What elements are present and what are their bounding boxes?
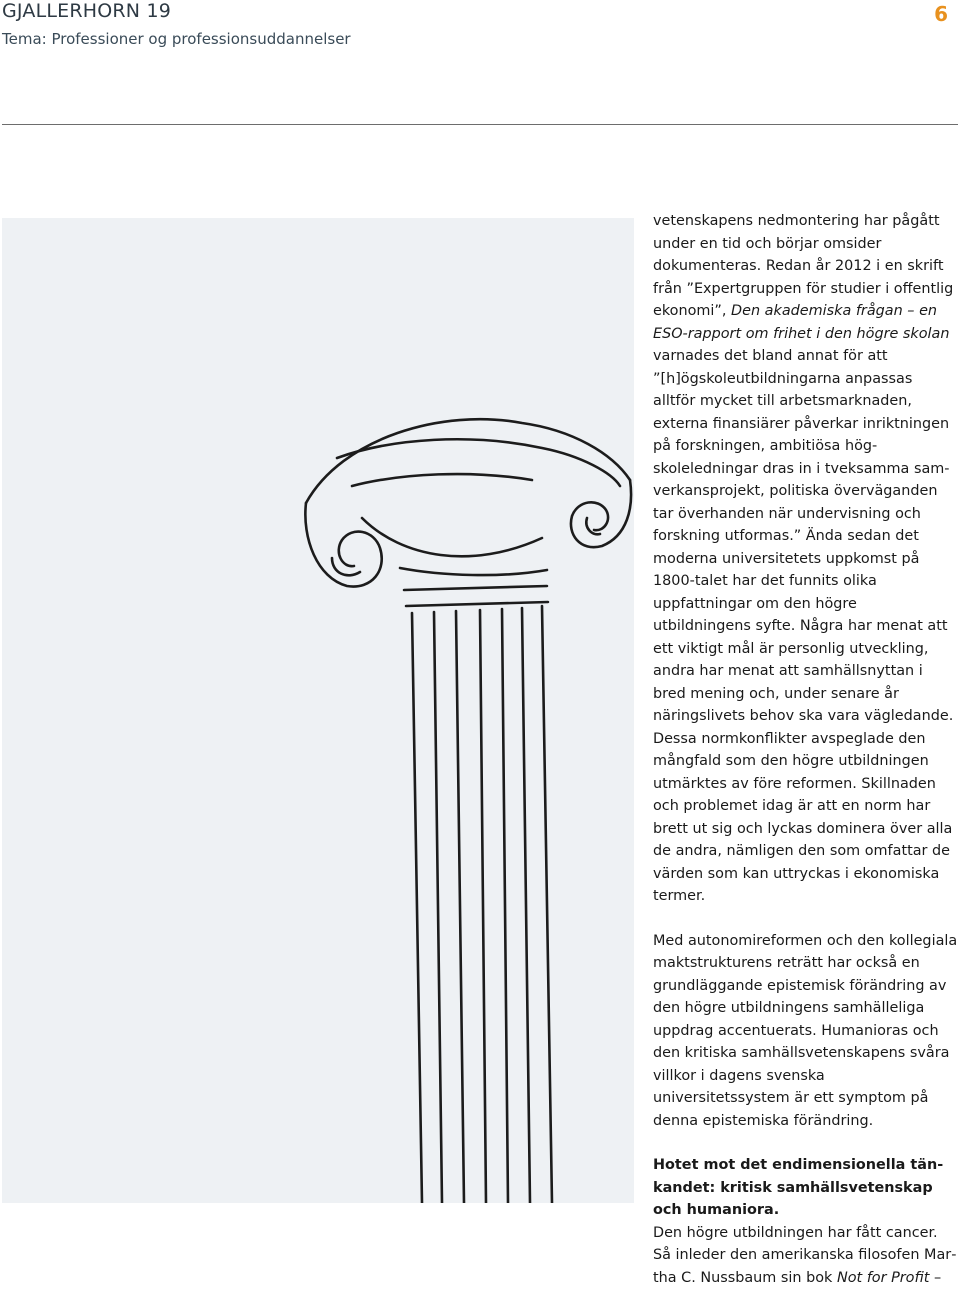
- ionic-column-drawing-icon: [2, 218, 634, 1203]
- section-heading: Hotet mot det endimensionella tänkandet: kritisk samhällsvetenskap och humaniora.: [653, 1157, 944, 1218]
- section-block: [653, 1154, 958, 1289]
- body-paragraph-2: Med autonomireformen och den kollegiala maktstrukturens reträtt har också en grundläggande epistemisk förändring av den högre utbildningens samhälleliga uppdrag accentuerats. Humanioras och den kritiska samhällsvetenskapens svåra villkor i dagens svenska universitetssystem är ett symptom på denna epistemiska förändring.: [653, 932, 958, 1129]
- paragraph-1-text-a: vetenskapens nedmontering har pågått under en tid och börjar omsider dokumenteras. Redan år 2012 i en skrift från ”Expertgruppen för studier i offentlig ekonomi”,: [653, 213, 954, 319]
- paragraph-1-text-b: varnades det bland annat för att ”[h]ögskoleutbildningarna anpassas alltför mycket till arbetsmarknaden, externa finansiärer påverkar inriktningen på forskningen, ambitiösa högskoleledningar dras in i tveksamma samverkansprojekt, politiska överväganden tar överhanden när undervisning och forskning utformas.” Ända sedan det moderna universitetets uppkomst på 1800-talet har det funnits olika uppfattningar om den högre utbildningens syfte. Några har menat att ett viktigt mål är personlig utveckling, andra har menat att samhällsnyttan i bred mening och, under senare år näringslivets behov ska vara vägledande. Dessa normkonflikter avspeglade den mångfald som den högre utbildningen utmärktes av före reformen. Skillnaden och problemet idag är att en norm har brett ut sig och lyckas dominera över alla de andra, nämligen den som omfattar de värden som kan uttryckas i ekonomiska termer.: [653, 348, 954, 904]
- header-divider: [2, 124, 958, 125]
- journal-title: GJALLERHORN 19: [2, 0, 172, 22]
- paragraph-3-text-a: Den högre utbildningen har fått cancer. Så inleder den amerikanska filosofen Martha C. Nussbaum sin bok: [653, 1224, 957, 1286]
- cited-title: Den akademiska frågan – en ESO-rapport om frihet i den högre skolan: [653, 303, 950, 342]
- article-column: [653, 210, 958, 1289]
- paragraph-3-text-b: –: [929, 1269, 942, 1286]
- cited-book-title: Not for Profit: [836, 1269, 930, 1286]
- journal-theme: Tema: Professioner og professionsuddannelser: [2, 30, 351, 48]
- page-number: 6: [934, 2, 948, 26]
- body-paragraph-1: [653, 210, 958, 908]
